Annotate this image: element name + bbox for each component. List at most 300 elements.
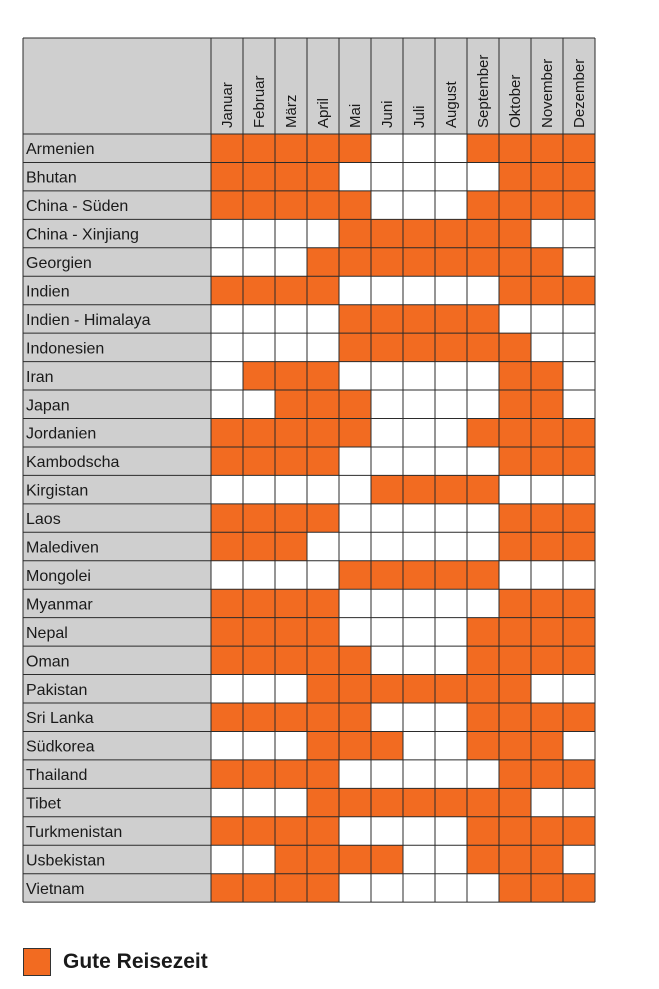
country-label: Jordanien (26, 425, 97, 443)
cell-good (435, 305, 467, 333)
country-label: Nepal (26, 624, 68, 642)
cell-good (531, 447, 563, 475)
cell-empty (275, 248, 307, 276)
cell-empty (563, 788, 595, 816)
cell-good (307, 703, 339, 731)
cell-empty (211, 788, 243, 816)
cell-good (499, 817, 531, 845)
cell-empty (339, 362, 371, 390)
cell-good (275, 703, 307, 731)
cell-good (307, 646, 339, 674)
cell-empty (339, 618, 371, 646)
cell-empty (403, 276, 435, 304)
cell-good (243, 817, 275, 845)
cell-good (211, 532, 243, 560)
cell-good (339, 248, 371, 276)
cell-good (339, 845, 371, 873)
cell-good (531, 390, 563, 418)
cell-good (467, 191, 499, 219)
cell-empty (211, 390, 243, 418)
cell-good (435, 675, 467, 703)
cell-empty (243, 390, 275, 418)
cell-good (563, 618, 595, 646)
cell-good (275, 419, 307, 447)
cell-empty (371, 703, 403, 731)
cell-good (339, 731, 371, 759)
month-label: Mai (347, 103, 364, 128)
cell-empty (563, 731, 595, 759)
cell-empty (403, 589, 435, 617)
cell-good (499, 874, 531, 902)
cell-good (403, 333, 435, 361)
cell-empty (307, 475, 339, 503)
cell-good (275, 134, 307, 162)
cell-good (211, 646, 243, 674)
cell-good (499, 162, 531, 190)
country-label: Vietnam (26, 880, 85, 898)
cell-good (499, 276, 531, 304)
cell-good (243, 589, 275, 617)
cell-empty (211, 561, 243, 589)
legend-swatch-good (23, 948, 51, 976)
cell-empty (467, 390, 499, 418)
cell-good (563, 532, 595, 560)
cell-empty (563, 219, 595, 247)
cell-empty (371, 532, 403, 560)
cell-good (211, 760, 243, 788)
cell-good (499, 589, 531, 617)
cell-empty (563, 561, 595, 589)
cell-good (403, 561, 435, 589)
cell-good (563, 817, 595, 845)
cell-good (467, 134, 499, 162)
cell-empty (371, 618, 403, 646)
cell-good (563, 162, 595, 190)
cell-empty (275, 219, 307, 247)
cell-good (435, 219, 467, 247)
country-label: China - Xinjiang (26, 226, 139, 244)
cell-good (307, 504, 339, 532)
cell-empty (563, 362, 595, 390)
cell-good (371, 475, 403, 503)
cell-empty (371, 162, 403, 190)
country-label: Südkorea (26, 738, 95, 756)
cell-empty (531, 475, 563, 503)
cell-empty (275, 305, 307, 333)
cell-good (211, 134, 243, 162)
country-label: Sri Lanka (26, 710, 94, 728)
cell-good (307, 162, 339, 190)
cell-empty (531, 333, 563, 361)
cell-good (275, 760, 307, 788)
cell-good (339, 646, 371, 674)
cell-empty (403, 447, 435, 475)
cell-good (243, 162, 275, 190)
cell-good (307, 874, 339, 902)
cell-good (499, 532, 531, 560)
cell-good (531, 589, 563, 617)
cell-good (563, 589, 595, 617)
cell-empty (435, 874, 467, 902)
cell-good (531, 134, 563, 162)
cell-empty (563, 475, 595, 503)
cell-empty (435, 618, 467, 646)
cell-empty (435, 504, 467, 532)
cell-empty (563, 390, 595, 418)
country-label: Mongolei (26, 567, 91, 585)
cell-good (307, 390, 339, 418)
cell-empty (371, 760, 403, 788)
cell-empty (211, 248, 243, 276)
cell-good (307, 788, 339, 816)
cell-good (243, 276, 275, 304)
cell-empty (467, 504, 499, 532)
country-label: Indien - Himalaya (26, 311, 151, 329)
cell-empty (435, 760, 467, 788)
cell-empty (371, 874, 403, 902)
cell-empty (339, 589, 371, 617)
cell-good (211, 447, 243, 475)
cell-empty (339, 276, 371, 304)
cell-empty (403, 532, 435, 560)
cell-good (531, 419, 563, 447)
cell-empty (563, 248, 595, 276)
cell-empty (339, 475, 371, 503)
cell-empty (435, 162, 467, 190)
cell-empty (403, 162, 435, 190)
cell-empty (243, 675, 275, 703)
cell-empty (339, 504, 371, 532)
cell-good (243, 419, 275, 447)
cell-good (499, 362, 531, 390)
cell-good (499, 845, 531, 873)
cell-empty (307, 561, 339, 589)
cell-empty (531, 675, 563, 703)
cell-good (467, 419, 499, 447)
cell-empty (467, 162, 499, 190)
cell-good (307, 276, 339, 304)
cell-good (211, 162, 243, 190)
country-label: Japan (26, 397, 70, 415)
country-label: Turkmenistan (26, 824, 123, 842)
cell-good (243, 532, 275, 560)
cell-good (403, 305, 435, 333)
cell-good (531, 646, 563, 674)
cell-empty (403, 362, 435, 390)
cell-empty (275, 788, 307, 816)
cell-good (499, 760, 531, 788)
cell-good (275, 276, 307, 304)
cell-good (307, 362, 339, 390)
cell-good (499, 504, 531, 532)
cell-good (275, 817, 307, 845)
cell-good (339, 134, 371, 162)
cell-good (403, 675, 435, 703)
month-label: Februar (251, 75, 268, 128)
cell-empty (435, 817, 467, 845)
cell-good (211, 817, 243, 845)
cell-empty (435, 134, 467, 162)
cell-good (211, 618, 243, 646)
cell-good (531, 276, 563, 304)
cell-empty (243, 333, 275, 361)
cell-empty (435, 191, 467, 219)
cell-good (307, 248, 339, 276)
country-label: Laos (26, 511, 61, 529)
cell-empty (243, 561, 275, 589)
cell-empty (499, 561, 531, 589)
cell-good (243, 874, 275, 902)
country-label: Indien (26, 283, 70, 301)
cell-good (211, 191, 243, 219)
cell-good (499, 419, 531, 447)
legend-label: Gute Reisezeit (63, 950, 208, 973)
cell-empty (371, 589, 403, 617)
cell-good (339, 219, 371, 247)
month-label: März (283, 94, 300, 128)
cell-good (531, 618, 563, 646)
cell-good (563, 874, 595, 902)
cell-empty (339, 874, 371, 902)
cell-empty (275, 333, 307, 361)
country-label: Armenien (26, 141, 95, 159)
cell-empty (435, 419, 467, 447)
cell-good (499, 248, 531, 276)
cell-good (531, 532, 563, 560)
cell-good (435, 333, 467, 361)
cell-good (467, 731, 499, 759)
cell-good (339, 419, 371, 447)
cell-good (467, 675, 499, 703)
cell-good (275, 618, 307, 646)
cell-good (339, 390, 371, 418)
month-label: April (315, 97, 332, 128)
cell-good (563, 134, 595, 162)
cell-good (499, 219, 531, 247)
cell-good (563, 703, 595, 731)
country-label: Pakistan (26, 681, 88, 699)
cell-empty (211, 305, 243, 333)
cell-empty (563, 305, 595, 333)
cell-empty (339, 760, 371, 788)
cell-good (243, 703, 275, 731)
cell-good (531, 162, 563, 190)
cell-empty (403, 191, 435, 219)
cell-good (403, 219, 435, 247)
cell-good (531, 504, 563, 532)
cell-empty (403, 874, 435, 902)
country-label: China - Süden (26, 198, 129, 216)
cell-empty (275, 475, 307, 503)
cell-empty (435, 731, 467, 759)
cell-empty (371, 191, 403, 219)
cell-good (499, 646, 531, 674)
cell-empty (243, 248, 275, 276)
cell-empty (531, 219, 563, 247)
country-label: Indonesien (26, 340, 105, 358)
cell-empty (307, 219, 339, 247)
country-label: Iran (26, 368, 54, 386)
cell-good (531, 362, 563, 390)
cell-good (307, 589, 339, 617)
cell-good (563, 191, 595, 219)
cell-good (243, 134, 275, 162)
legend (23, 948, 208, 976)
month-label: November (539, 58, 556, 128)
cell-empty (243, 788, 275, 816)
cell-good (307, 760, 339, 788)
cell-empty (435, 390, 467, 418)
cell-empty (403, 419, 435, 447)
cell-good (467, 219, 499, 247)
cell-empty (403, 731, 435, 759)
country-label: Thailand (26, 767, 88, 785)
cell-good (371, 675, 403, 703)
cell-good (467, 475, 499, 503)
month-label: September (475, 54, 492, 128)
cell-good (371, 305, 403, 333)
country-label: Kambodscha (26, 454, 120, 472)
month-label: Dezember (571, 58, 588, 128)
cell-good (467, 845, 499, 873)
cell-good (371, 731, 403, 759)
cell-empty (339, 817, 371, 845)
cell-empty (467, 447, 499, 475)
cell-empty (403, 817, 435, 845)
cell-good (467, 248, 499, 276)
cell-good (403, 788, 435, 816)
cell-good (435, 788, 467, 816)
cell-empty (467, 532, 499, 560)
cell-good (371, 845, 403, 873)
cell-good (307, 134, 339, 162)
cell-good (371, 333, 403, 361)
cell-good (307, 731, 339, 759)
cell-empty (339, 532, 371, 560)
cell-good (563, 447, 595, 475)
cell-good (371, 561, 403, 589)
cell-good (307, 191, 339, 219)
cell-good (499, 731, 531, 759)
cell-good (339, 191, 371, 219)
cell-good (531, 845, 563, 873)
cell-empty (403, 760, 435, 788)
cell-good (243, 618, 275, 646)
country-label: Oman (26, 653, 70, 671)
cell-good (403, 475, 435, 503)
cell-good (307, 845, 339, 873)
cell-empty (371, 276, 403, 304)
cell-empty (307, 532, 339, 560)
cell-empty (371, 134, 403, 162)
cell-empty (211, 845, 243, 873)
cell-good (467, 703, 499, 731)
cell-good (499, 191, 531, 219)
cell-good (211, 504, 243, 532)
cell-empty (499, 305, 531, 333)
cell-empty (563, 333, 595, 361)
month-label: Oktober (507, 74, 524, 128)
cell-empty (371, 390, 403, 418)
cell-good (275, 532, 307, 560)
cell-empty (371, 646, 403, 674)
cell-empty (243, 305, 275, 333)
cell-good (243, 362, 275, 390)
cell-good (435, 561, 467, 589)
cell-empty (275, 561, 307, 589)
cell-good (563, 419, 595, 447)
cell-empty (211, 333, 243, 361)
cell-empty (211, 731, 243, 759)
cell-empty (563, 675, 595, 703)
cell-empty (435, 362, 467, 390)
cell-good (531, 817, 563, 845)
cell-good (275, 845, 307, 873)
cell-good (467, 561, 499, 589)
cell-empty (371, 504, 403, 532)
cell-good (339, 305, 371, 333)
country-label: Usbekistan (26, 852, 106, 870)
cell-empty (243, 219, 275, 247)
cell-empty (403, 703, 435, 731)
cell-good (211, 419, 243, 447)
cell-good (467, 305, 499, 333)
cell-good (499, 703, 531, 731)
cell-empty (339, 447, 371, 475)
cell-good (339, 788, 371, 816)
cell-good (275, 874, 307, 902)
month-label: August (443, 81, 460, 128)
cell-good (243, 760, 275, 788)
cell-empty (435, 646, 467, 674)
cell-good (467, 788, 499, 816)
cell-good (467, 618, 499, 646)
cell-good (243, 646, 275, 674)
cell-empty (211, 475, 243, 503)
country-label: Tibet (26, 795, 61, 813)
cell-empty (307, 333, 339, 361)
cell-good (307, 419, 339, 447)
cell-empty (435, 276, 467, 304)
cell-good (563, 646, 595, 674)
cell-good (531, 874, 563, 902)
cell-empty (339, 162, 371, 190)
cell-good (307, 675, 339, 703)
cell-empty (211, 675, 243, 703)
cell-good (531, 703, 563, 731)
cell-empty (243, 845, 275, 873)
cell-empty (211, 362, 243, 390)
cell-empty (467, 362, 499, 390)
cell-good (467, 817, 499, 845)
cell-empty (435, 532, 467, 560)
cell-empty (467, 874, 499, 902)
cell-empty (531, 788, 563, 816)
cell-empty (275, 675, 307, 703)
cell-good (211, 589, 243, 617)
country-label: Myanmar (26, 596, 93, 614)
cell-good (339, 675, 371, 703)
cell-empty (435, 703, 467, 731)
cell-good (435, 475, 467, 503)
cell-good (563, 760, 595, 788)
cell-good (275, 589, 307, 617)
cell-empty (467, 276, 499, 304)
cell-good (531, 760, 563, 788)
cell-empty (403, 504, 435, 532)
country-label: Georgien (26, 255, 92, 273)
cell-empty (467, 760, 499, 788)
